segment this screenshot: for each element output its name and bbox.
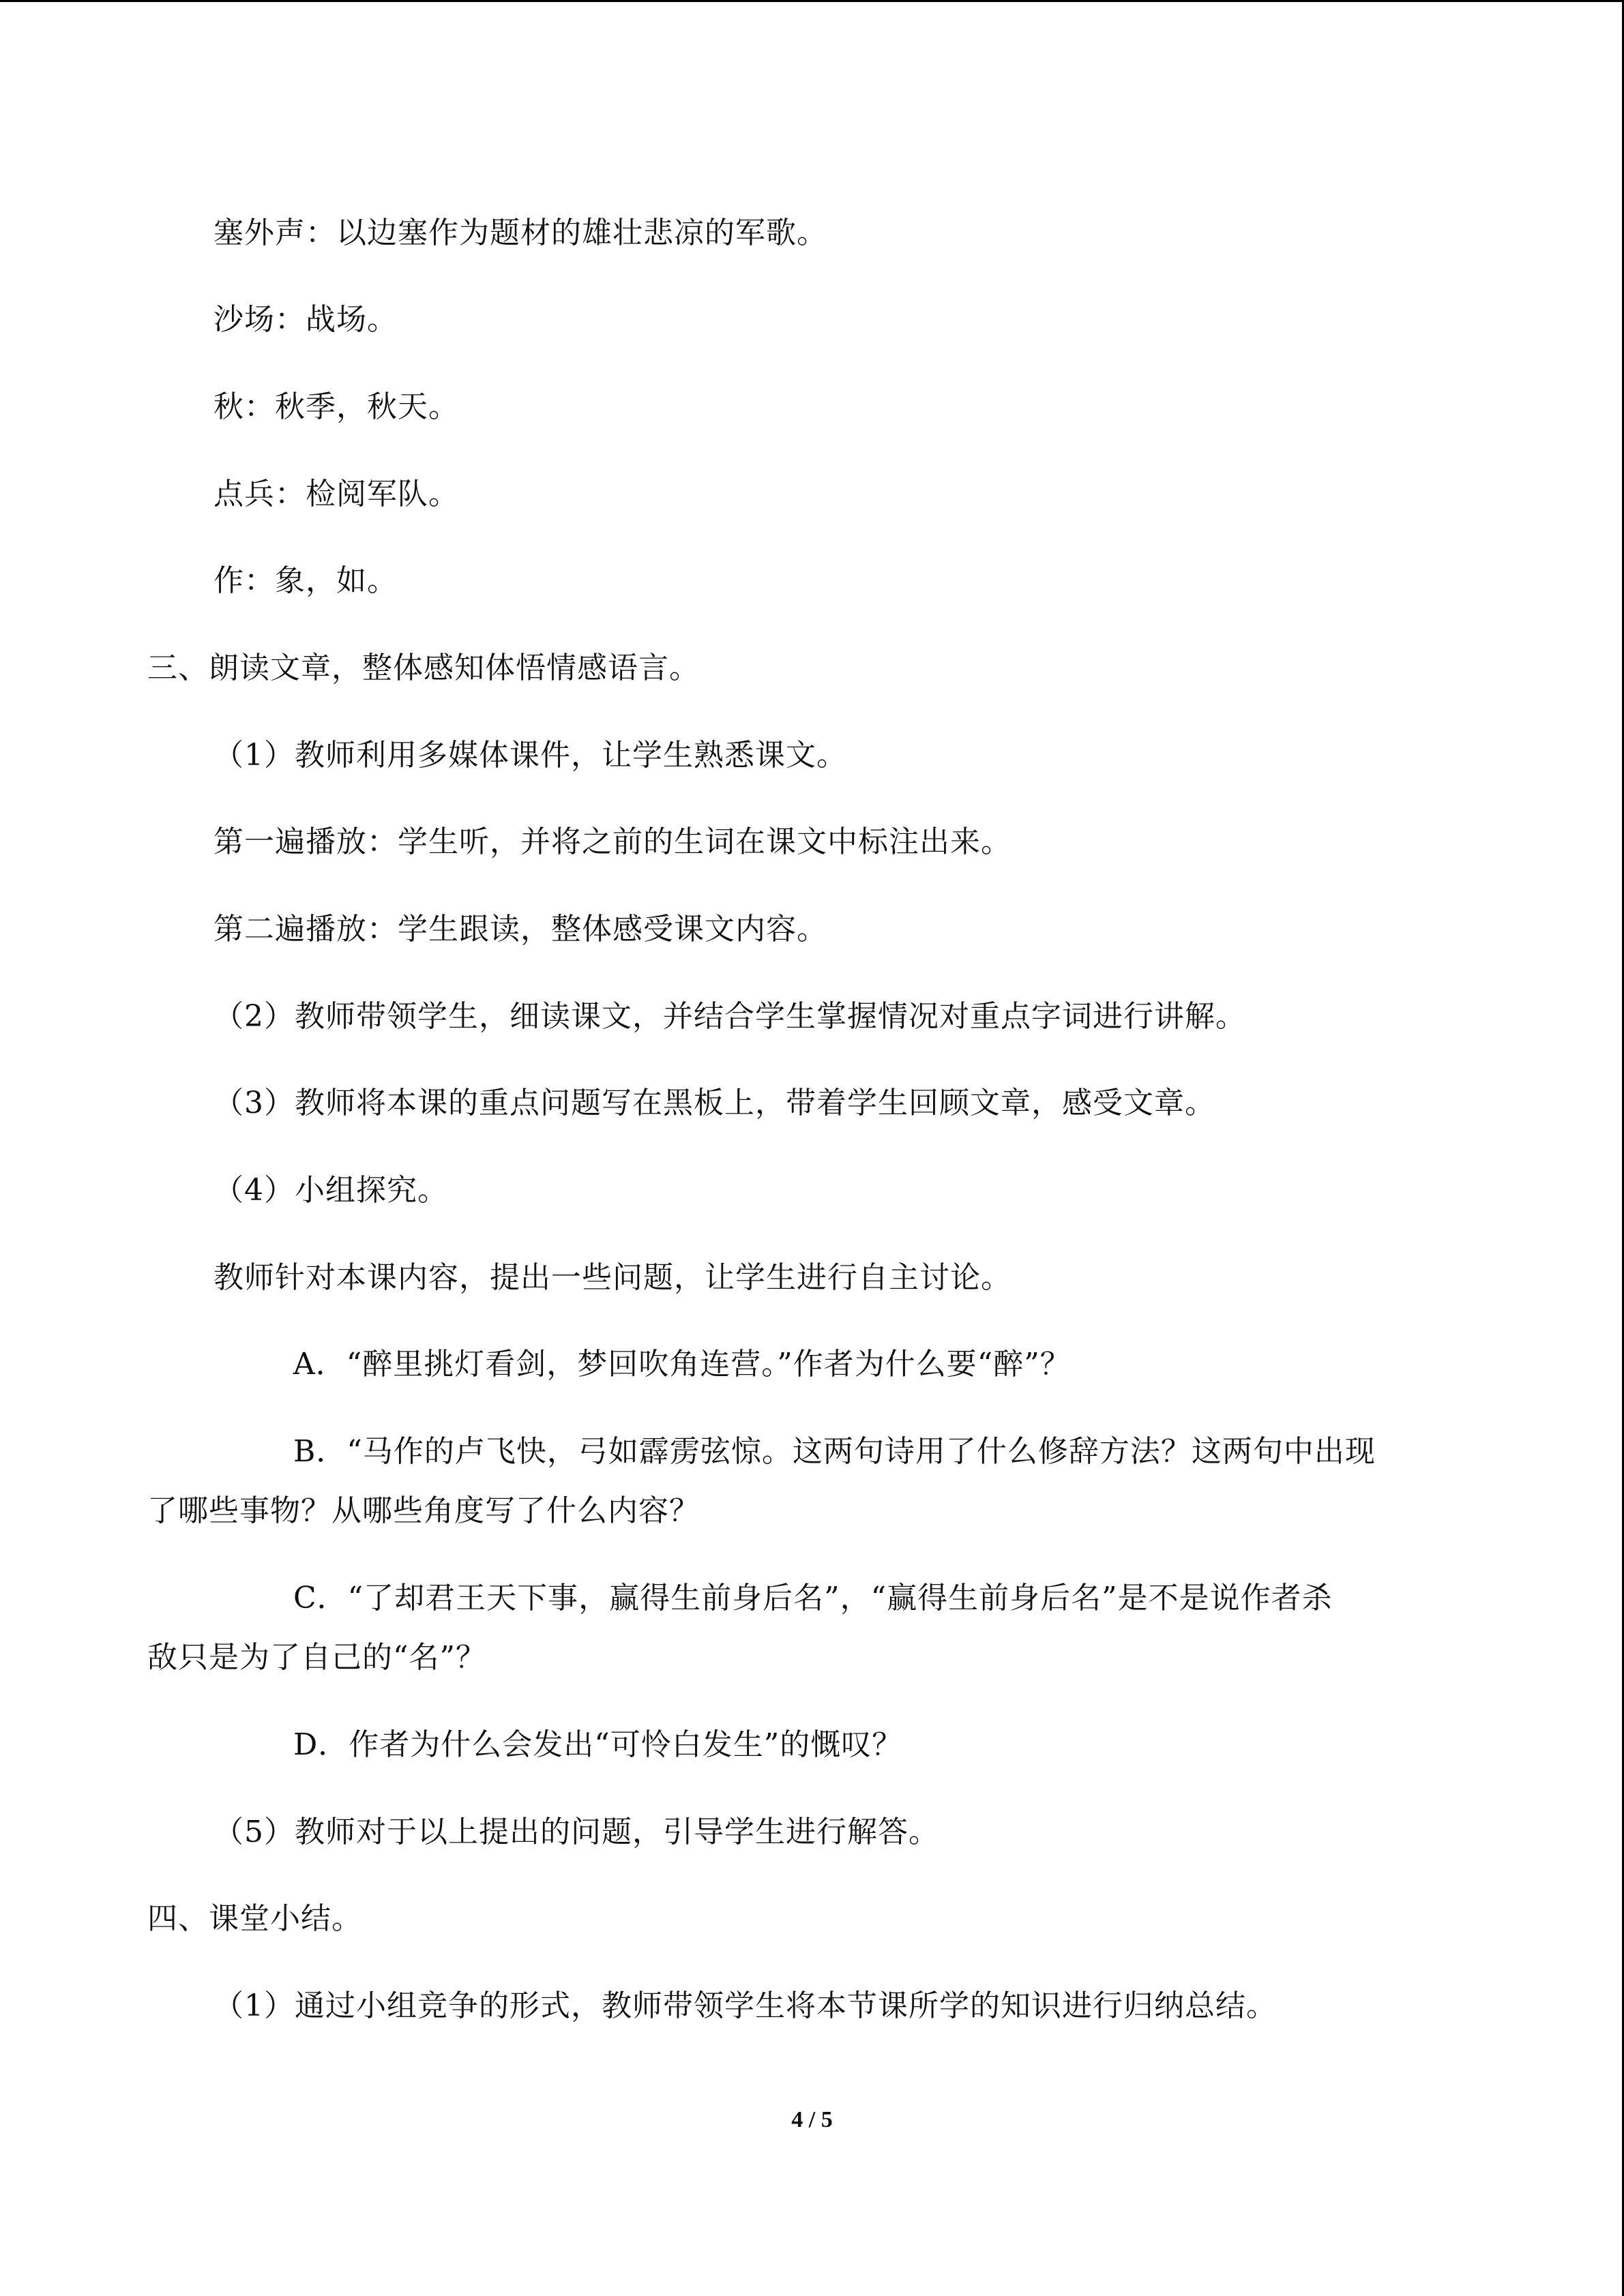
question-a: A．“醉里挑灯看剑，梦回吹角连营。”作者为什么要“醉”？ xyxy=(293,1347,1071,1382)
question-b-line1: B．“马作的卢飞快，弓如霹雳弦惊。这两句诗用了什么修辞方法？这两句中出现 xyxy=(293,1434,1376,1469)
question-c-line2: 敌只是为了自己的“名”？ xyxy=(147,1640,486,1675)
page-number: 4 / 5 xyxy=(791,2107,833,2132)
vocab-zuo: 作：象，如。 xyxy=(213,563,398,598)
first-playback: 第一遍播放：学生听，并将之前的生词在课文中标注出来。 xyxy=(213,824,1012,859)
step-2: （2）教师带领学生，细读课文，并结合学生掌握情况对重点字词进行讲解。 xyxy=(213,999,1246,1034)
summary-step-1: （1）通过小组竞争的形式，教师带领学生将本节课所学的知识进行归纳总结。 xyxy=(213,1988,1277,2023)
page-border-top xyxy=(0,0,1624,2)
vocab-shachang: 沙场：战场。 xyxy=(213,302,398,337)
vocab-saiwaisheng: 塞外声：以边塞作为题材的雄壮悲凉的军歌。 xyxy=(213,215,827,250)
second-playback: 第二遍播放：学生跟读，整体感受课文内容。 xyxy=(213,912,827,946)
vocab-qiu: 秋：秋季，秋天。 xyxy=(213,389,459,424)
discussion-intro: 教师针对本课内容，提出一些问题，让学生进行自主讨论。 xyxy=(213,1260,1012,1295)
step-1: （1）教师利用多媒体课件，让学生熟悉课文。 xyxy=(213,738,847,773)
section-heading-3: 三、朗读文章，整体感知体悟情感语言。 xyxy=(147,651,700,685)
step-5: （5）教师对于以上提出的问题，引导学生进行解答。 xyxy=(213,1815,939,1849)
step-3: （3）教师将本课的重点问题写在黑板上，带着学生回顾文章，感受文章。 xyxy=(213,1086,1215,1120)
vocab-dianbing: 点兵：检阅军队。 xyxy=(213,477,459,511)
question-c-line1: C．“了却君王天下事，赢得生前身后名”，“赢得生前身后名”是不是说作者杀 xyxy=(293,1581,1333,1615)
question-b-line2: 了哪些事物？从哪些角度写了什么内容？ xyxy=(147,1493,700,1528)
question-d: D．作者为什么会发出“可怜白发生”的慨叹？ xyxy=(293,1727,903,1762)
step-4: （4）小组探究。 xyxy=(213,1173,448,1208)
section-heading-4: 四、课堂小结。 xyxy=(147,1901,362,1936)
